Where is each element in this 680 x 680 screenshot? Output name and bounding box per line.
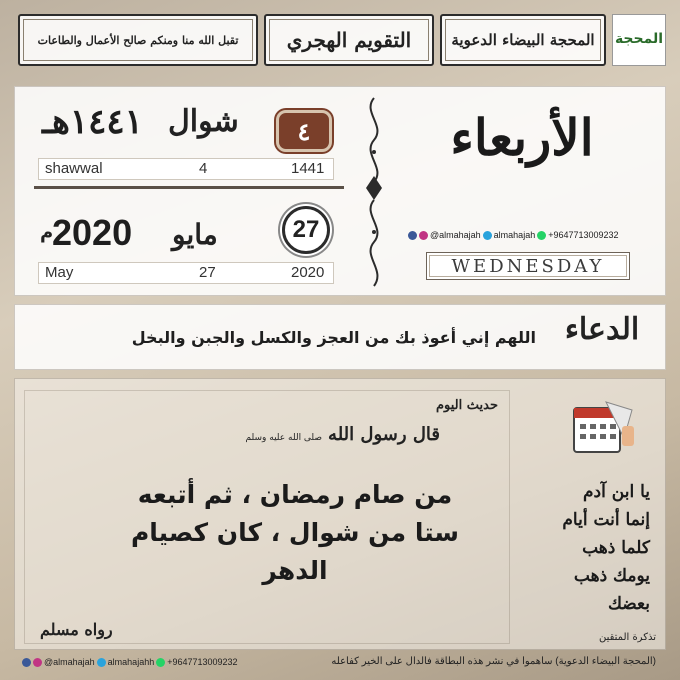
calendar-icon [566, 398, 636, 462]
banner-greeting [18, 14, 258, 66]
hadith-narrator: رواه مسلم [40, 620, 113, 639]
footer-text: (المحجة البيضاء الدعوية) ساهموا في نشر هذه البطاقة فالدال على الخير كفاعله [331, 656, 656, 667]
logo-text: المحجة [614, 31, 664, 48]
hadith-intro: قال رسول الله [328, 424, 440, 445]
footer-facebook-icon [22, 658, 31, 667]
gregorian-year-big: 2020 [52, 212, 133, 253]
footer-handle-1: almahajahh [107, 657, 155, 667]
reminder-line-2: إنما أنت أيام [562, 510, 650, 530]
banner-brand-text: المحجة البيضاء الدعوية [451, 31, 595, 49]
social-phone: +9647713009232 [548, 230, 619, 240]
footer-instagram-icon [33, 658, 42, 667]
hadith-section-label: حديث اليوم [435, 398, 498, 413]
date-divider [34, 186, 344, 189]
facebook-icon [408, 231, 417, 240]
social-handles-row [408, 230, 619, 240]
hijri-day-latin: 4 [199, 160, 208, 177]
hijri-year-arabic: ١٤٤١هـ [42, 102, 143, 142]
social-handle-2: almahajah [493, 230, 536, 240]
gregorian-day-latin: 27 [199, 264, 216, 281]
hadith-line-1: من صام رمضان ، ثم أتبعه [137, 480, 453, 509]
gregorian-day-badge: 27 [282, 206, 330, 254]
whatsapp-icon [537, 231, 546, 240]
weekday-arabic: الأربعاء [450, 108, 594, 167]
footer-handle-2: @almahajah [44, 657, 95, 667]
hadith-line-3: الدهر [262, 556, 328, 585]
hijri-day-badge: ٤ [276, 110, 332, 152]
reminder-line-4: يومك ذهب [573, 566, 650, 586]
telegram-icon [483, 231, 492, 240]
banner-brand-name [440, 14, 606, 66]
reminder-line-5: بعضك [607, 594, 650, 614]
vertical-ornament-icon [354, 92, 394, 292]
hadith-body [112, 476, 478, 590]
banner-calendar-title [264, 14, 434, 66]
calendar-title: التقويم الهجري [286, 28, 412, 52]
hadith-intro-row [150, 424, 440, 445]
brand-logo [612, 14, 666, 66]
gregorian-era-mark: م [40, 222, 54, 243]
hijri-month-latin: shawwal [45, 160, 103, 177]
hadith-salutation: صلى الله عليه وسلم [245, 433, 323, 443]
footer-phone: +9647713009232 [167, 657, 238, 667]
reminder-poem [520, 478, 650, 618]
hijri-month-arabic: شوال [168, 104, 239, 139]
gregorian-month-latin: May [45, 264, 74, 281]
instagram-icon [419, 231, 428, 240]
hadith-line-2: ستا من شوال ، كان كصيام [130, 518, 460, 547]
weekday-english-box [426, 252, 630, 280]
dua-text: اللهم إني أعوذ بك من العجز والكسل والجبن والبخل [131, 328, 536, 347]
footer-whatsapp-icon [156, 658, 165, 667]
reminder-line-3: كلما ذهب [582, 538, 650, 558]
gregorian-year-latin: 2020 [291, 264, 325, 281]
weekday-english: WEDNESDAY [451, 255, 605, 277]
social-handle-1: @almahajah [430, 230, 481, 240]
reminder-caption: تذكرة المتقين [598, 632, 656, 643]
hijri-strip [38, 158, 334, 180]
hijri-year-latin: 1441 [291, 160, 325, 177]
greeting-text: تقبل الله منا ومنكم صالح الأعمال والطاعات [37, 33, 239, 47]
gregorian-strip [38, 262, 334, 284]
gregorian-month-arabic: مايو [172, 218, 218, 251]
footer-contacts [22, 657, 238, 667]
reminder-line-1: يا ابن آدم [583, 482, 650, 502]
dua-title: الدعاء [564, 312, 640, 347]
footer-telegram-icon [97, 658, 106, 667]
